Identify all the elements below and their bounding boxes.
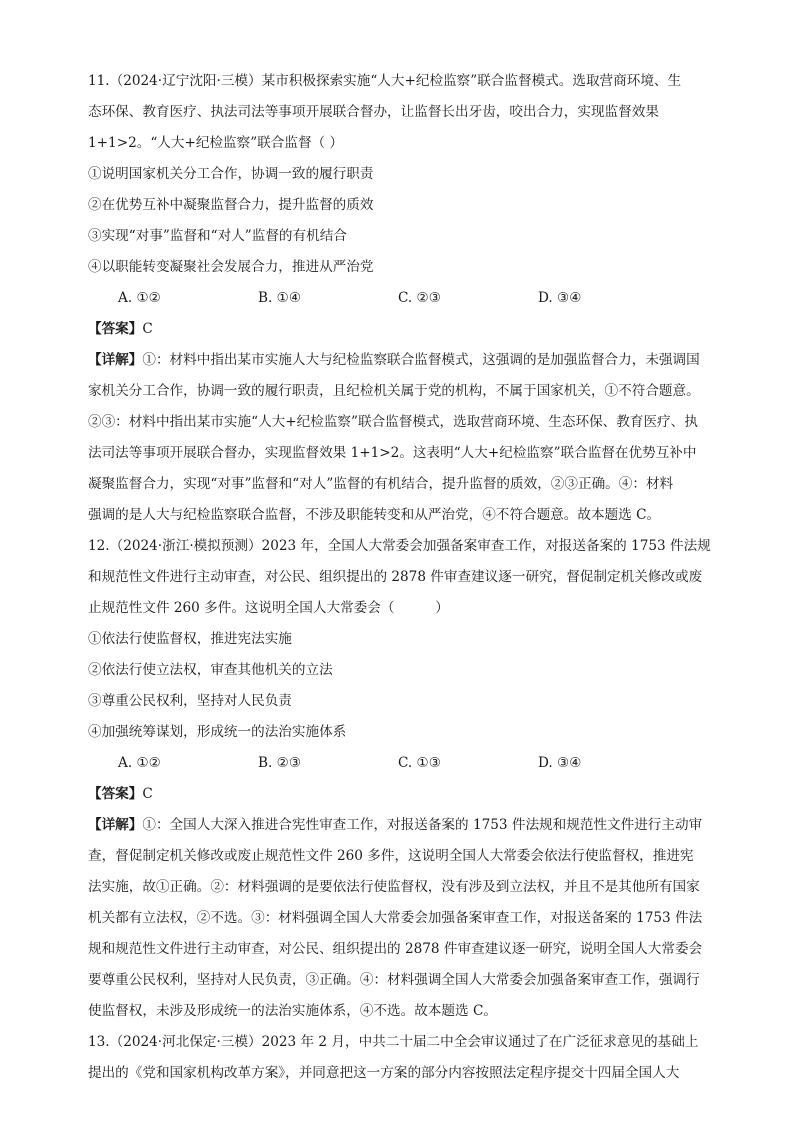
detail-line [88, 810, 718, 841]
detail-line: 要尊重公民权利，坚持对人民负责，③正确。④：材料强调全国人大常委会加强备案审查工作，强调行 [88, 972, 700, 988]
question-stem-line: 13.（2024·河北保定·三模）2023 年 2 月，中共二十届二中全会审议通过了在广泛征求意见的基础上 [88, 1034, 699, 1050]
option-b: B. ①④ [258, 290, 302, 306]
detail-line: 强调的是人大与纪检监察联合监督，不涉及职能转变和从严治党，④不符合题意。故本题选 C。 [88, 507, 661, 523]
detail-line: 凝聚监督合力，实现“对事”监督和“对人”监督的有机结合，提升监督的质效，②③正确。④：材料 [88, 476, 674, 492]
option-d: D. ③④ [538, 755, 582, 771]
statement-3: ③尊重公民权利，坚持对人民负责 [88, 693, 292, 709]
option-c: C. ②③ [398, 290, 441, 306]
detail-label: 【详解】 [88, 817, 143, 833]
statement-3: ③实现“对事”监督和“对人”监督的有机结合 [88, 228, 347, 244]
question-stem-line: 1+1>2。“人大+纪检监察”联合监督（ ） [88, 135, 344, 151]
answer-line [88, 779, 718, 810]
detail-line: 使监督权，未涉及形成统一的法治实施体系，④不选。故本题选 C。 [88, 1003, 497, 1019]
question-stem-line: 止规范性文件 260 多件。这说明全国人大常委会（ ） [88, 600, 449, 616]
option-d: D. ③④ [538, 290, 582, 306]
answer-line [88, 314, 718, 345]
detail-line: 查，督促制定机关修改或废止规范性文件 260 多件，这说明全国人大常委会依法行使监督权，推进宪 [88, 848, 694, 864]
question-stem-line: 提出的《党和国家机构改革方案》，并同意把这一方案的部分内容按照法定程序提交十四届全国人大 [88, 1065, 680, 1081]
question-stem-line: 态环保、教育医疗、执法司法等事项开展联合督办，让监督长出牙齿，咬出合力，实现监督效果 [88, 104, 659, 120]
question-stem-line: 12.（2024·浙江·模拟预测）2023 年，全国人大常委会加强备案审查工作，对报送备案的 1753 件法规 [88, 538, 711, 554]
answer-options [88, 283, 718, 314]
answer-value: C [142, 321, 153, 337]
detail-line: 规和规范性文件进行主动审查，对公民、组织提出的 2878 件审查建议逐一研究，说明全国人大常委会 [88, 941, 703, 957]
statement-4: ④加强统筹谋划，形成统一的法治实施体系 [88, 724, 347, 740]
detail-line [88, 345, 718, 376]
detail-text: ①：全国人大深入推进合宪性审查工作，对报送备案的 1753 件法规和规范性文件进行主动审 [142, 817, 703, 833]
detail-text: ①：材料中指出某市实施人大与纪检监察联合监督模式，这强调的是加强监督合力，未强调国 [142, 352, 700, 368]
answer-options [88, 748, 718, 779]
document-page [88, 66, 718, 1089]
option-a: A. ①② [118, 755, 161, 771]
answer-label: 【答案】 [88, 321, 143, 337]
detail-line: 法实施，故①正确。②：材料强调的是要依法行使监督权，没有涉及到立法权，并且不是其他所有国家 [88, 879, 700, 895]
option-a: A. ①② [118, 290, 161, 306]
question-12 [88, 531, 718, 1027]
option-c: C. ①③ [398, 755, 441, 771]
option-b: B. ②③ [258, 755, 302, 771]
question-stem-line: 11.（2024·辽宁沈阳·三模）某市积极探索实施“人大+纪检监察”联合监督模式。选取营商环境、生 [88, 73, 682, 89]
statement-4: ④以职能转变凝聚社会发展合力，推进从严治党 [88, 259, 374, 275]
question-stem-line: 和规范性文件进行主动审查，对公民、组织提出的 2878 件审查建议逐一研究，督促制定机关修改或废 [88, 569, 703, 585]
detail-label: 【详解】 [88, 352, 143, 368]
question-11 [88, 66, 718, 531]
detail-line: 机关都有立法权，②不选。③：材料强调全国人大常委会加强备案审查工作，对报送备案的 1753 件法 [88, 910, 703, 926]
answer-label: 【答案】 [88, 786, 143, 802]
statement-2: ②依法行使立法权，审查其他机关的立法 [88, 662, 333, 678]
detail-line: ②③：材料中指出某市实施“人大+纪检监察”联合监督模式，选取营商环境、生态环保、教育医疗、执 [88, 414, 698, 430]
detail-line: 法司法等事项开展联合督办，实现监督效果 1+1>2。这表明“人大+纪检监察”联合监督在优势互补中 [88, 445, 697, 461]
statement-1: ①说明国家机关分工合作，协调一致的履行职责 [88, 166, 374, 182]
detail-line: 家机关分工合作，协调一致的履行职责，且纪检机关属于党的机构，不属于国家机关，①不符合题意。 [88, 383, 700, 399]
answer-value: C [142, 786, 153, 802]
statement-1: ①依法行使监督权，推进宪法实施 [88, 631, 292, 647]
statement-2: ②在优势互补中凝聚监督合力，提升监督的质效 [88, 197, 374, 213]
question-13 [88, 1027, 718, 1089]
